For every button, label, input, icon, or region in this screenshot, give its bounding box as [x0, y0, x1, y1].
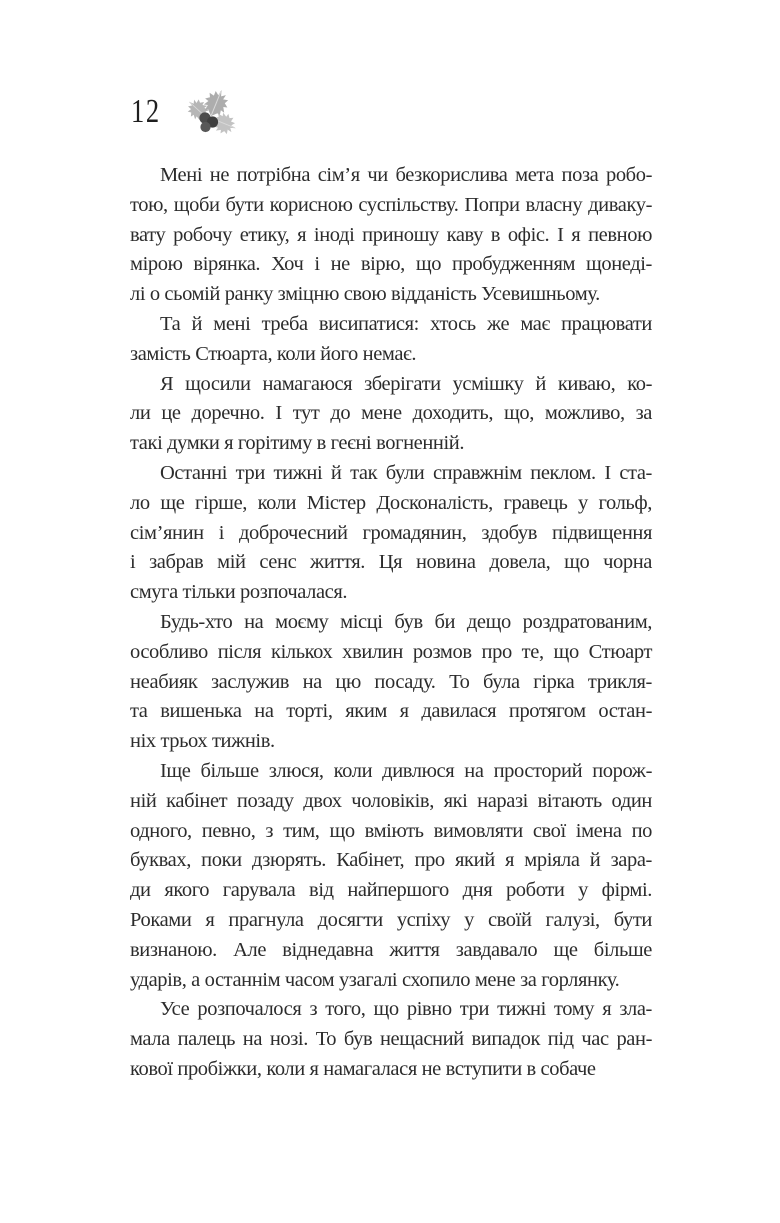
text-line: Усе розпочалося з того, що рівно три тижні тому я зла- [160, 998, 652, 1021]
text-line: ди якого гарувала від найпершого дня роботи у фірмі. [130, 879, 652, 902]
body-text [130, 161, 652, 1085]
holly-icon [184, 84, 242, 138]
paragraph [130, 310, 652, 370]
page-number: 12 [131, 93, 161, 130]
paragraph [130, 608, 652, 757]
text-line: та вишенька на торті, яким я давилася протягом остан- [130, 700, 652, 723]
text-line: особливо після кількох хвилин розмов про те, що Стюарт [130, 640, 652, 663]
text-line: визнаною. Але віднедавна життя завдавало ще більше [130, 938, 652, 961]
text-line: ніх трьох тижнів. [130, 730, 275, 753]
paragraph [130, 995, 652, 1084]
paragraph [130, 459, 652, 608]
text-line: Я щосили намагаюся зберігати усмішку й киваю, ко- [160, 372, 652, 395]
text-line: Будь-хто на моєму місці був би дещо роздратованим, [160, 610, 652, 633]
text-line: смуга тільки розпочалася. [130, 581, 348, 604]
text-line: Роками я прагнула досягти успіху у своїй галузі, бути [130, 908, 652, 931]
text-line: сім’янин і доброчесний громадянин, здобув підвищення [130, 521, 652, 544]
paragraph [130, 370, 652, 459]
text-line: кової пробіжки, коли я намагалася не вступити в собаче [130, 1057, 596, 1080]
text-line: одного, певно, з тим, що вміють вимовляти свої імена по [130, 819, 652, 842]
text-line: Останні три тижні й так були справжнім пеклом. І ста- [160, 461, 652, 484]
paragraph [130, 757, 652, 995]
holly-berry [200, 122, 210, 132]
text-line: такі думки я горітиму в геєні вогненній. [130, 432, 465, 455]
paragraph [130, 161, 652, 310]
text-line: мала палець на нозі. То був нещасний випадок під час ран- [130, 1028, 652, 1051]
text-line: і забрав мій сенс життя. Ця новина довела, що чорна [130, 551, 652, 574]
text-line: замість Стюарта, коли його немає. [130, 342, 417, 365]
text-line: ударів, а останнім часом узагалі схопило мене за горлянку. [130, 968, 620, 991]
text-line: ній кабінет позаду двох чоловіків, які наразі вітають один [130, 789, 652, 812]
text-line: вату робочу етику, я іноді приношу каву в офіс. І я певною [130, 223, 652, 246]
text-line: Та й мені треба висипатися: хтось же має працювати [160, 312, 652, 335]
text-line: буквах, поки дзюрять. Кабінет, про який я мріяла й зара- [130, 849, 652, 872]
text-line: Мені не потрібна сім’я чи безкорислива мета поза робо- [160, 164, 652, 186]
text-line: Іще більше злюся, коли дивлюся на просторий порож- [160, 759, 652, 782]
text-line: тою, щоби бути корисною суспільству. Попри власну диваку- [130, 193, 652, 216]
page-header [131, 84, 242, 140]
text-line: ли це доречно. І тут до мене доходить, що, можливо, за [130, 402, 652, 425]
text-line: мірою вірянка. Хоч і не вірю, що пробудженням щонеді- [130, 253, 652, 276]
text-line: ло ще гірше, коли Містер Досконалість, гравець у гольф, [130, 491, 652, 514]
text-line: лі о сьомій ранку зміцню свою відданість Усевишньому. [130, 283, 600, 306]
text-line: неабияк заслужив на цю посаду. То була гірка трикля- [130, 670, 652, 693]
